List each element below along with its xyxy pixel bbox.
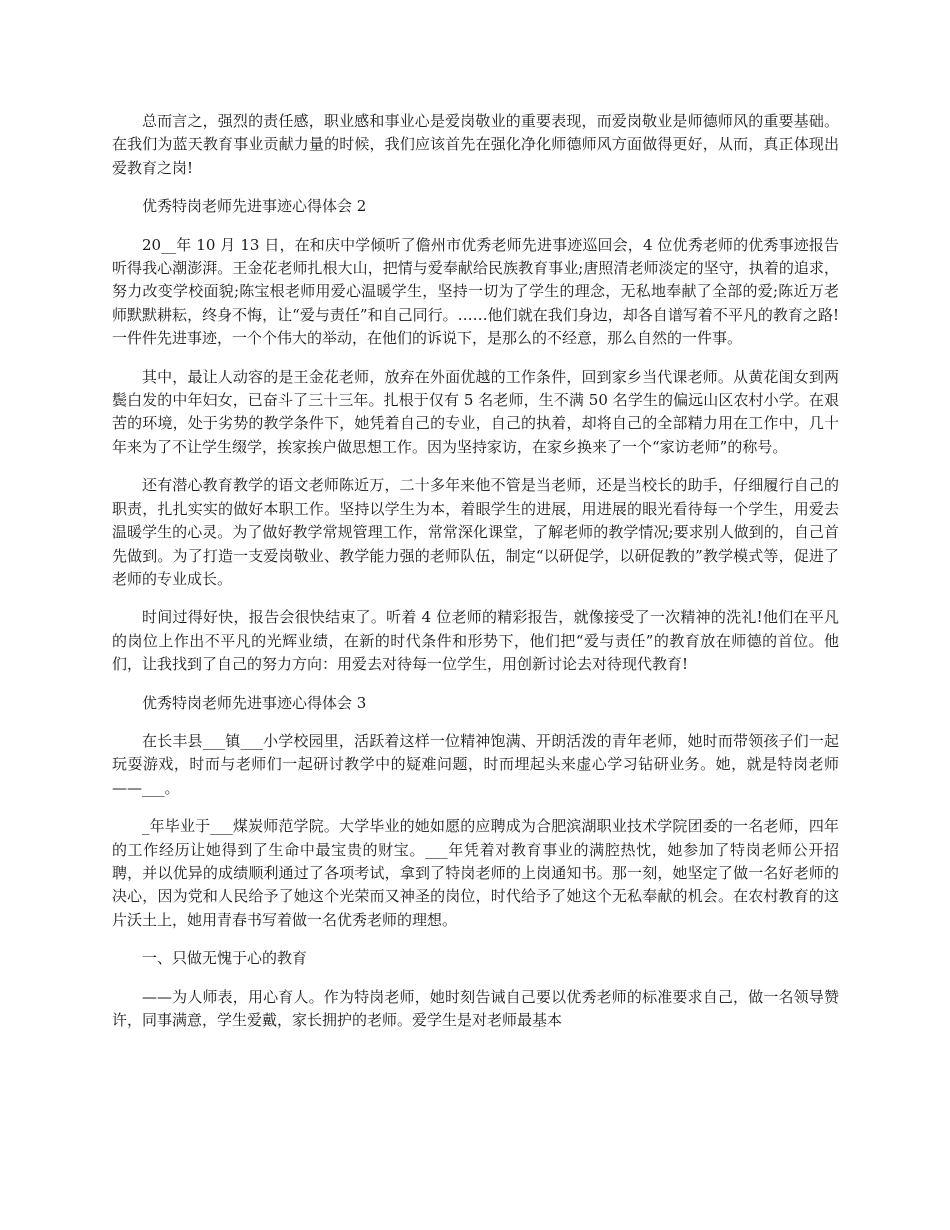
paragraph-graduation: _年毕业于___煤炭师范学院。大学毕业的她如愿的应聘成为合肥滨湖职业技术学院团委的一名老师，四年的工作经历让她得到了生命中最宝贵的财宝。___年凭着对教育事业的满腔热忱，她参加了特岗老师公开招聘，并以优异的成绩顺利通过了各项考试，拿到了特岗老师的上岗通知书。那一刻，她坚定了做一名好老师的决心，因为党和人民给予了她这个光荣而又神圣的岗位，时代给予了她这个无私奉献的机会。在农村教育的这片沃土上，她用青春书写着做一名优秀老师的理想。 [112, 817, 839, 929]
document-page [112, 110, 839, 1047]
section-heading-2: 优秀特岗老师先进事迹心得体会 2 [142, 197, 367, 216]
paragraph-summary: 总而言之，强烈的责任感，职业感和事业心是爱岗敬业的重要表现，而爱岗敬业是师德师风的重要基础。在我们为蓝天教育事业贡献力量的时候，我们应该首先在强化净化师德师风方面做得更好，从而，真正体现出爱教育之岗! [112, 112, 839, 177]
subsection-heading-1: 一、只做无愧于心的教育 [142, 949, 308, 968]
section-heading-3: 优秀特岗老师先进事迹心得体会 3 [142, 693, 367, 712]
paragraph-wang-jinhua: 其中，最让人动容的是王金花老师，放弃在外面优越的工作条件，回到家乡当代课老师。从黄花闺女到两鬓白发的中年妇女，已奋斗了三十三年。扎根于仅有 5 名老师，生不满 50 名学生的偏远山区农村小学。在艰苦的环境，处于劣势的教学条件下，她凭着自己的专业，自己的执着，却将自己的全部精力用在工作中，几十年来为了不让学生缀学，挨家挨户做思想工作。因为坚持家访，在家乡换来了一个“家访老师”的称号。 [112, 367, 839, 456]
paragraph-chen-jinwan: 还有潜心教育教学的语文老师陈近万，二十多年来他不管是当老师，还是当校长的助手，仔细履行自己的职责，扎扎实实的做好本职工作。坚持以学生为本，着眼学生的进展，用进展的眼光看待每一个学生，用爱去温暖学生的心灵。为了做好教学常规管理工作，常常深化课堂，了解老师的教学情况;要求别人做到的，自己首先做到。为了打造一支爱岗敬业、教学能力强的老师队伍，制定“以研促学，以研促教的”教学模式等，促进了老师的专业成长。 [112, 476, 839, 588]
paragraph-role-model: ——为人师表，用心育人。作为特岗老师，她时刻告诫自己要以优秀老师的标准要求自己，做一名领导赞许，同事满意，学生爱戴，家长拥护的老师。爱学生是对老师最基本 [112, 987, 839, 1029]
paragraph-changfeng: 在长丰县___镇___小学校园里，活跃着这样一位精神饱满、开朗活泼的青年老师，她时而带领孩子们一起玩耍游戏，时而与老师们一起研讨教学中的疑难问题，时而埋起头来虚心学习钻研业务。她，就是特岗老师——___。 [112, 731, 839, 797]
paragraph-report-meeting: 20__年 10 月 13 日，在和庆中学倾听了儋州市优秀老师先进事迹巡回会，4 位优秀老师的优秀事迹报告听得我心潮澎湃。王金花老师扎根大山，把情与爱奉献给民族教育事业;唐照清老师淡定的坚守，执着的追求，努力改变学校面貌;陈宝根老师用爱心温暖学生，坚持一切为了学生的理念，无私地奉献了全部的爱;陈近万老师默默耕耘，终身不悔，让“爱与责任”和自己同行。……他们就在我们身边，却各自谱写着不平凡的教育之路!一件件先进事迹，一个个伟大的举动，在他们的诉说下，是那么的不经意，那么自然的一件事。 [112, 235, 839, 348]
paragraph-conclusion: 时间过得好快，报告会很快结束了。听着 4 位老师的精彩报告，就像接受了一次精神的洗礼!他们在平凡的岗位上作出不平凡的光辉业绩，在新的时代条件和形势下，他们把“爱与责任”的教育放在师德的首位。他们，让我找到了自己的努力方向：用爱去对待每一位学生，用创新讨论去对待现代教育! [112, 608, 839, 674]
